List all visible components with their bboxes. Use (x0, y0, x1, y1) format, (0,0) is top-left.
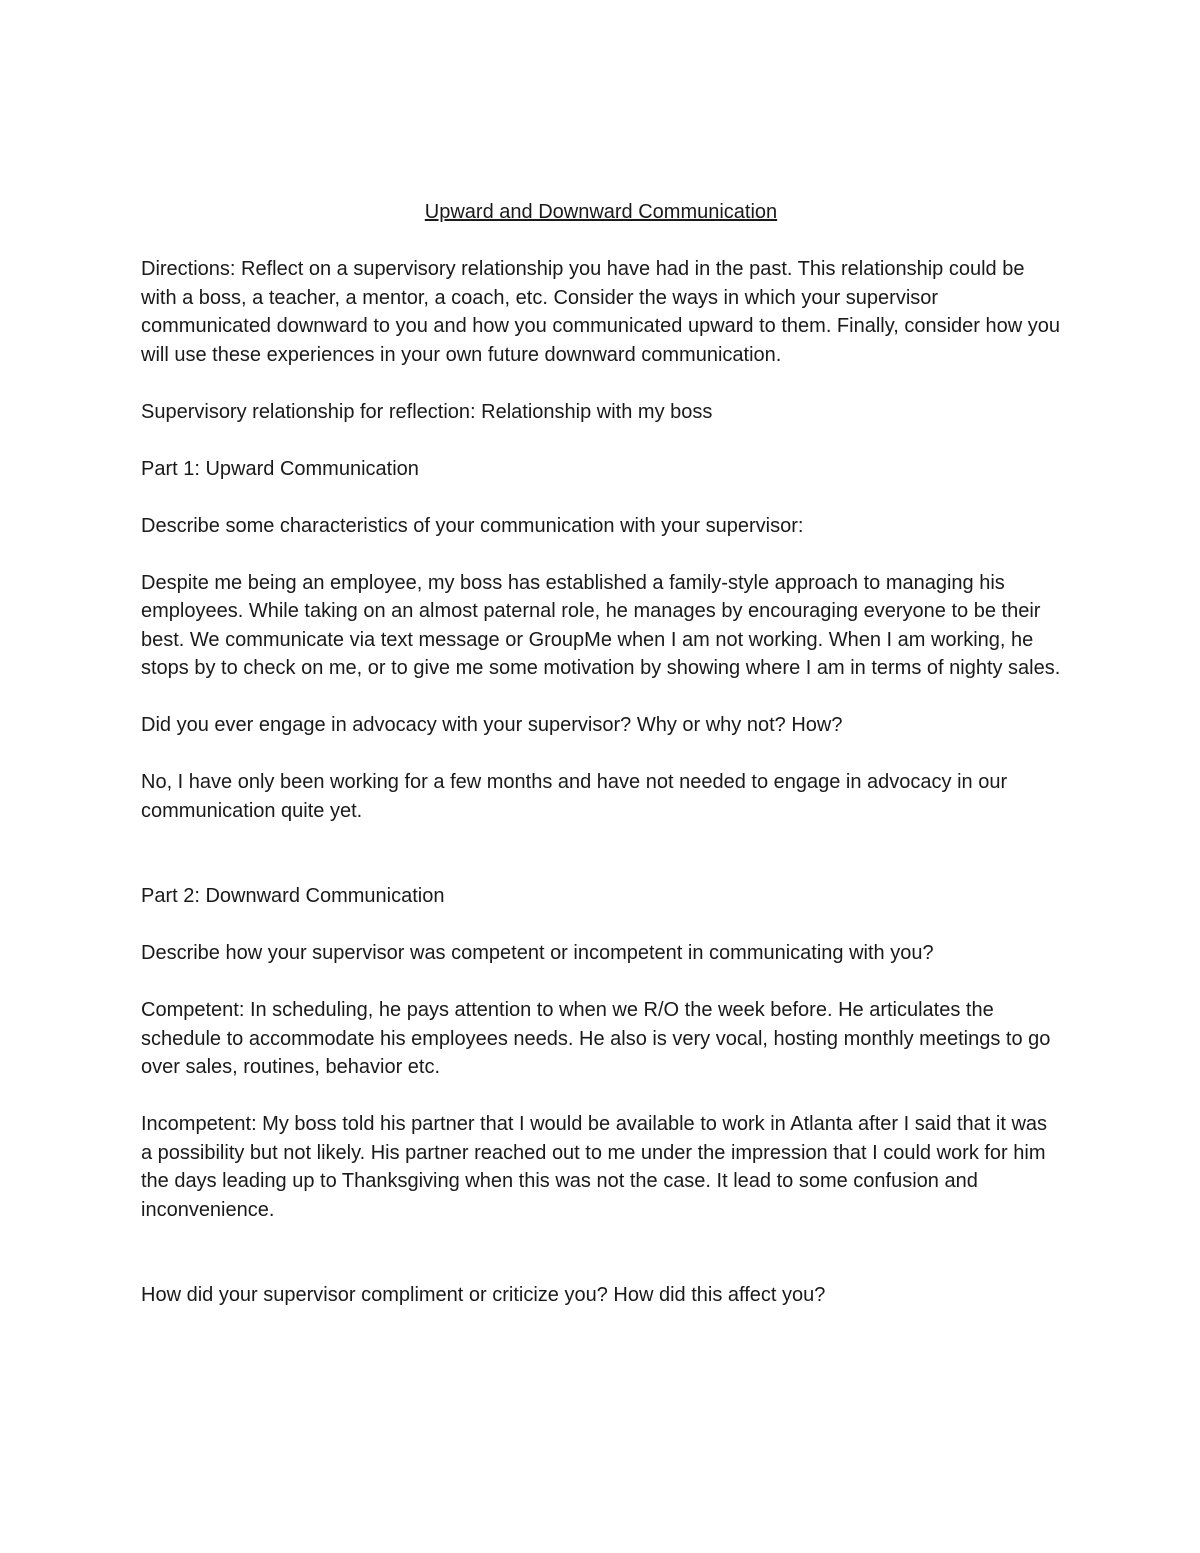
document-title: Upward and Downward Communication (424, 201, 778, 223)
part2-question-competence: Describe how your supervisor was competent or incompetent in communicating with you? (141, 942, 934, 964)
part2-answer-incompetent: Incompetent: My boss told his partner that I would be available to work in Atlanta after I said that it was a possibility but not likely. His partner reached out to me under the impression that I could work for him the days leading up to Thanksgiving when this was not the case. It lead to some confusion and inconvenience. (141, 1113, 1048, 1221)
part1-answer-characteristics: Despite me being an employee, my boss has established a family-style approach to managing his employees. While taking on an almost paternal role, he manages by encouraging everyone to be their best. We communicate via text message or GroupMe when I am not working. When I am working, he stops by to check on me, or to give me some motivation by showing where I am in terms of nighty sales. (141, 571, 1061, 679)
part2-answer-competent: Competent: In scheduling, he pays attention to when we R/O the week before. He articulates the schedule to accommodate his employees needs. He also is very vocal, hosting monthly meetings to go over sales, routines, behavior etc. (141, 999, 1051, 1078)
directions-paragraph: Directions: Reflect on a supervisory relationship you have had in the past. This relationship could be with a boss, a teacher, a mentor, a coach, etc. Consider the ways in which your supervisor communicated downward to you and how you communicated upward to them. Finally, consider how you will use these experiences in your own future downward communication. (141, 258, 1060, 366)
document-body (141, 198, 1061, 1338)
part2-question-compliment: How did your supervisor compliment or criticize you? How did this affect you? (141, 1284, 826, 1306)
part1-question-advocacy: Did you ever engage in advocacy with your supervisor? Why or why not? How? (141, 714, 843, 736)
part1-question-characteristics: Describe some characteristics of your communication with your supervisor: (141, 514, 804, 537)
part2-heading: Part 2: Downward Communication (141, 885, 445, 907)
part1-heading: Part 1: Upward Communication (141, 457, 419, 480)
part1-answer-advocacy: No, I have only been working for a few months and have not needed to engage in advocacy in our communication quite yet. (141, 771, 1008, 822)
relationship-line: Supervisory relationship for reflection: Relationship with my boss (141, 400, 713, 423)
